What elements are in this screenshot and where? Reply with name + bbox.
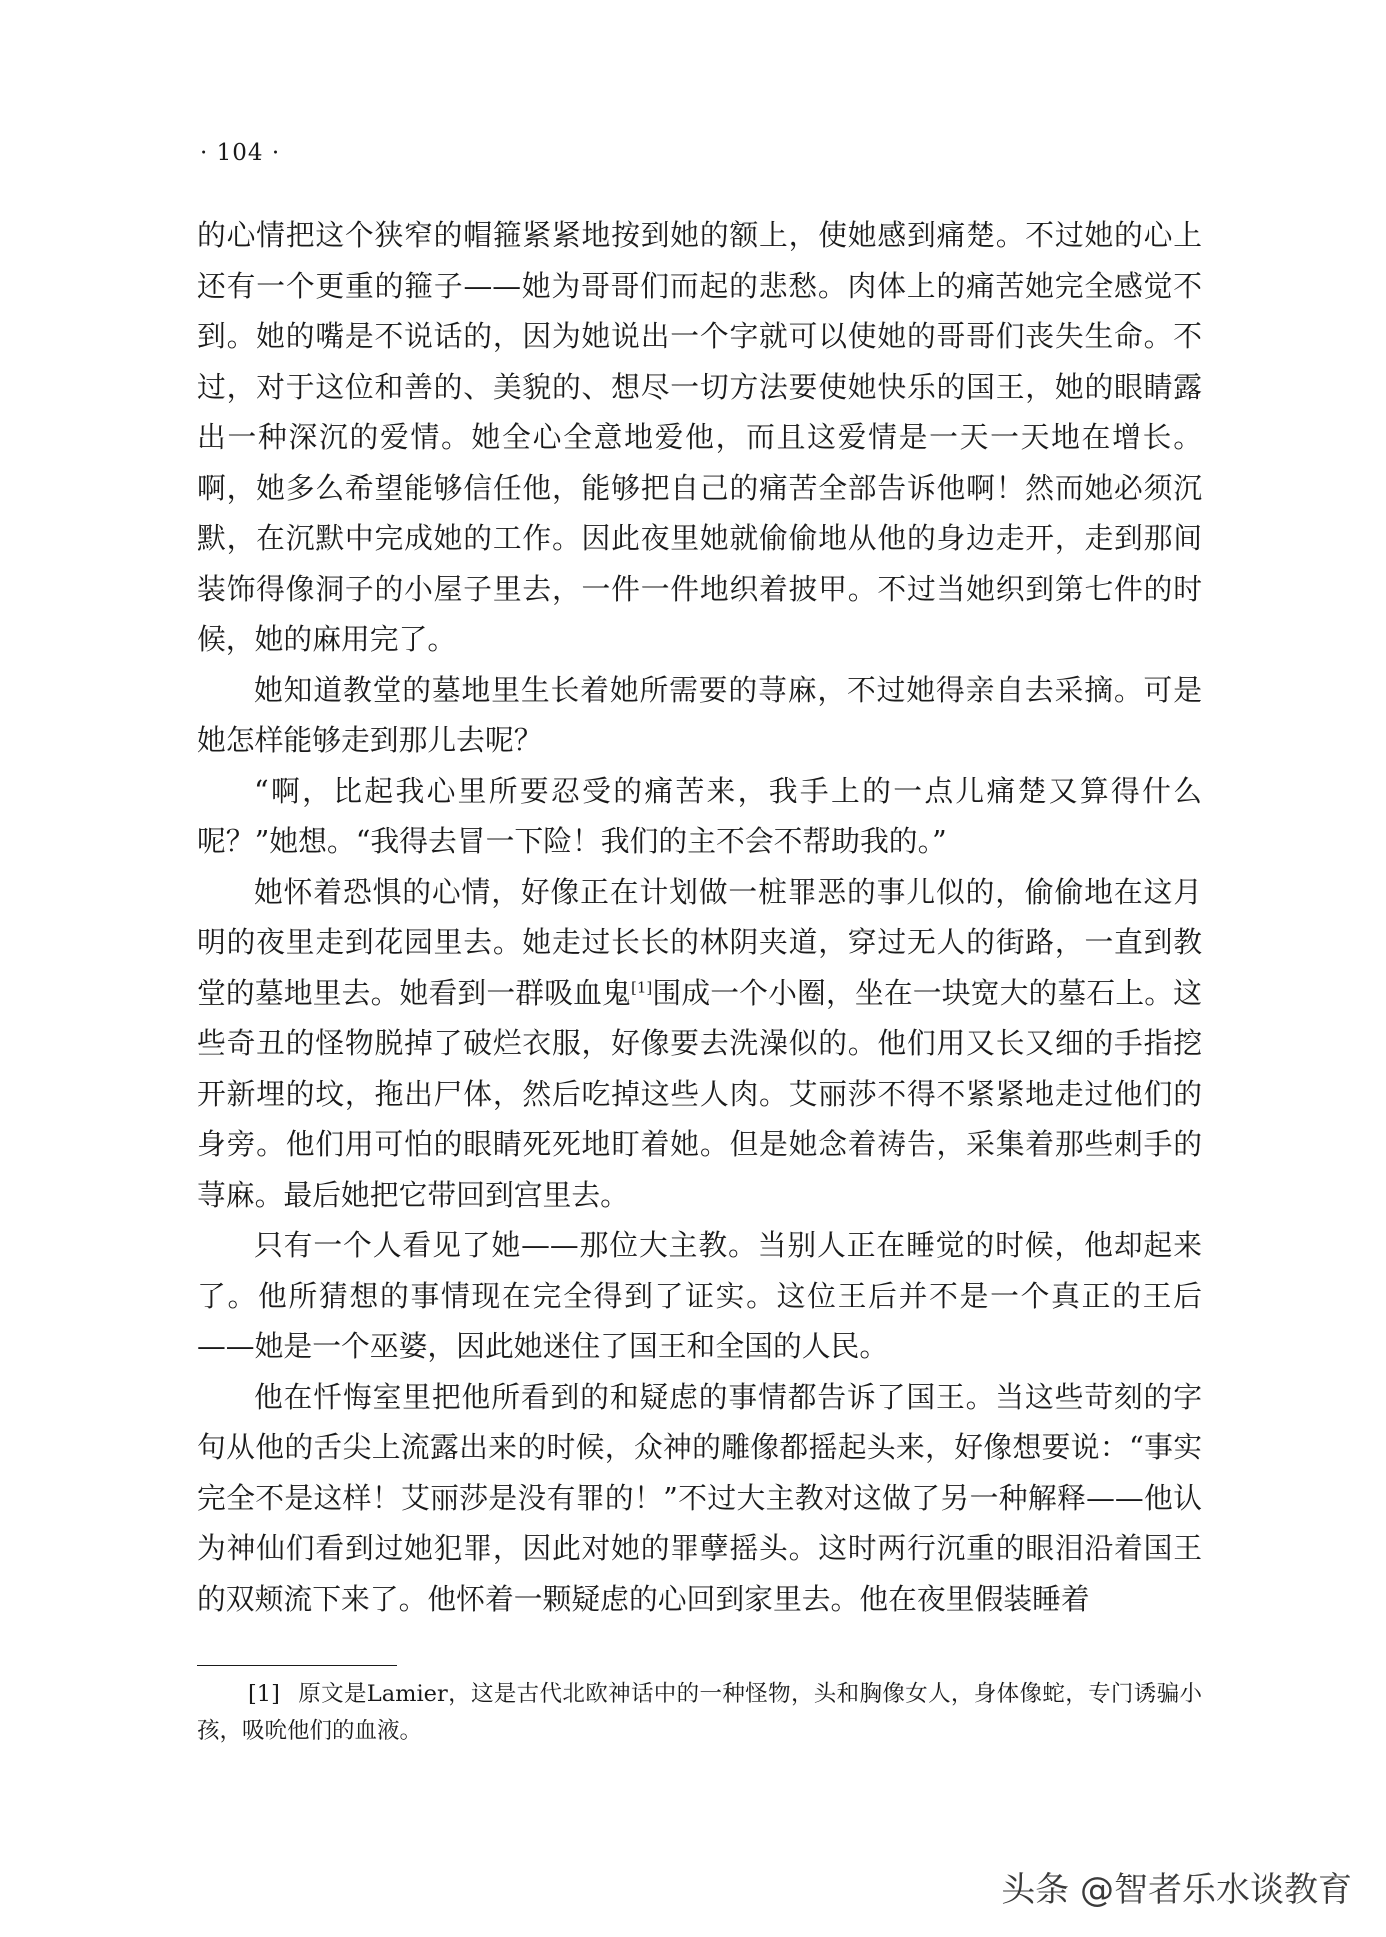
paragraph-1: 的心情把这个狭窄的帽箍紧紧地按到她的额上，使她感到痛楚。不过她的心上还有一个更重的箍子——她为哥哥们而起的悲愁。肉体上的痛苦她完全感觉不到。她的嘴是不说话的，因为她说出一个字就可以使她的哥哥们丧失生命。不过，对于这位和善的、美貌的、想尽一切方法要使她快乐的国王，她的眼睛露出一种深沉的爱情。她全心全意地爱他，而且这爱情是一天一天地在增长。啊，她多么希望能够信任他，能够把自己的痛苦全部告诉他啊！然而她必须沉默，在沉默中完成她的工作。因此夜里她就偷偷地从他的身边走开，走到那间装饰得像洞子的小屋子里去，一件一件地织着披甲。不过当她织到第七件的时候，她的麻用完了。 bbox=[197, 218, 1202, 656]
footnote-divider bbox=[197, 1665, 397, 1666]
paragraph-6: 他在忏悔室里把他所看到的和疑虑的事情都告诉了国王。当这些苛刻的字句从他的舌尖上流露出来的时候，众神的雕像都摇起头来，好像想要说：“事实完全不是这样！艾丽莎是没有罪的！”不过大主教对这做了另一种解释——他认为神仙们看到过她犯罪，因此对她的罪孽摇头。这时两行沉重的眼泪沿着国王的双颊流下来了。他怀着一颗疑虑的心回到家里去。他在夜里假装睡着 bbox=[197, 1379, 1202, 1616]
paragraph-4-after: 围成一个小圈，坐在一块宽大的墓石上。这些奇丑的怪物脱掉了破烂衣服，好像要去洗澡似的。他们用又长又细的手指挖开新埋的坟，拖出尸体，然后吃掉这些人肉。艾丽莎不得不紧紧地走过他们的身旁。他们用可怕的眼睛死死地盯着她。但是她念着祷告，采集着那些刺手的荨麻。最后她把它带回到宫里去。 bbox=[197, 975, 1202, 1212]
paragraph-2: 她知道教堂的墓地里生长着她所需要的荨麻，不过她得亲自去采摘。可是她怎样能够走到那儿去呢？ bbox=[197, 672, 1202, 757]
footnote-text: 原文是Lamier，这是古代北欧神话中的一种怪物，头和胸像女人，身体像蛇，专门诱骗小孩，吸吮他们的血液。 bbox=[197, 1681, 1202, 1744]
footnote-mark: [1] bbox=[248, 1681, 280, 1707]
paragraph-3: “啊，比起我心里所要忍受的痛苦来，我手上的一点儿痛楚又算得什么呢？”她想。“我得去冒一下险！我们的主不会不帮助我的。” bbox=[197, 773, 1202, 858]
paragraph-4 bbox=[197, 867, 1202, 1221]
footnote-reference[interactable]: [1] bbox=[631, 977, 653, 996]
watermark: 头条 @智者乐水谈教育 bbox=[1001, 1870, 1352, 1910]
body-text bbox=[197, 210, 1202, 1624]
footnote bbox=[197, 1676, 1202, 1750]
paragraph-4-before: 她怀着恐惧的心情，好像正在计划做一桩罪恶的事儿似的，偷偷地在这月明的夜里走到花园里去。她走过长长的林阴夹道，穿过无人的街路，一直到教堂的墓地里去。她看到一群吸血鬼 bbox=[197, 874, 1202, 1010]
page-number: · 104 · bbox=[200, 140, 281, 166]
paragraph-5: 只有一个人看见了她——那位大主教。当别人正在睡觉的时候，他却起来了。他所猜想的事情现在完全得到了证实。这位王后并不是一个真正的王后——她是一个巫婆，因此她迷住了国王和全国的人民。 bbox=[197, 1228, 1202, 1363]
